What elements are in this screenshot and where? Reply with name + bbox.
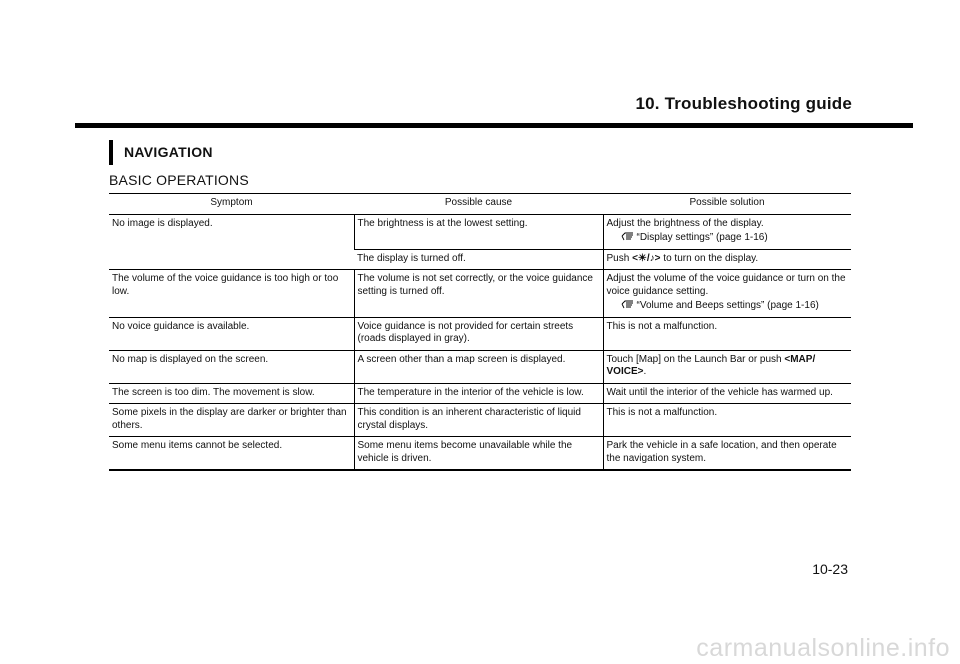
brightness-volume-button-label: <☀/♪>: [632, 252, 661, 264]
column-header-cause: Possible cause: [354, 194, 603, 215]
table-row: [109, 404, 851, 437]
solution-cell: [603, 350, 851, 383]
solution-text: .: [643, 366, 647, 377]
cross-reference: [607, 298, 849, 313]
table-row: [109, 317, 851, 350]
solution-text: Adjust the brightness of the display.: [606, 217, 764, 229]
cause-cell: Some menu items become unavailable while the vehicle is driven.: [354, 437, 603, 471]
table-row: [109, 437, 851, 471]
table-row: [109, 350, 851, 383]
cause-cell: The brightness is at the lowest setting.: [354, 214, 603, 249]
section-marker-bar: [109, 140, 113, 165]
cause-cell: This condition is an inherent characteristic of liquid crystal displays.: [354, 404, 603, 437]
table-row: [109, 270, 851, 318]
reference-hand-icon: [621, 298, 635, 309]
table-row: [109, 214, 851, 249]
map-voice-button-label: <MAP/ VOICE>: [606, 353, 816, 377]
chapter-title: 10. Troubleshooting guide: [635, 94, 852, 113]
cause-cell: A screen other than a map screen is displayed.: [354, 350, 603, 383]
solution-cell: [603, 249, 851, 270]
table-header-row: [109, 194, 851, 215]
column-header-solution: Possible solution: [603, 194, 851, 215]
symptom-cell: The volume of the voice guidance is too high or too low.: [109, 270, 354, 318]
reference-hand-icon: [621, 230, 635, 241]
solution-cell: This is not a malfunction.: [603, 404, 851, 437]
chapter-rule: [75, 123, 913, 128]
cause-cell: Voice guidance is not provided for certain streets (roads displayed in gray).: [354, 317, 603, 350]
cause-cell: The display is turned off.: [354, 249, 603, 270]
solution-text: to turn on the display.: [660, 252, 759, 264]
solution-cell: Wait until the interior of the vehicle has warmed up.: [603, 383, 851, 404]
solution-text: Adjust the volume of the voice guidance or turn on the voice guidance setting.: [606, 273, 846, 297]
cross-reference-text: “Volume and Beeps settings” (page 1-16): [636, 300, 819, 311]
symptom-cell: No image is displayed.: [109, 214, 354, 270]
solution-cell: Park the vehicle in a safe location, and then operate the navigation system.: [603, 437, 851, 471]
symptom-cell: Some pixels in the display are darker or brighter than others.: [109, 404, 354, 437]
solution-text: Touch [Map] on the Launch Bar or push: [606, 353, 785, 365]
solution-cell: [603, 214, 851, 249]
cause-cell: The temperature in the interior of the vehicle is low.: [354, 383, 603, 404]
symptom-cell: Some menu items cannot be selected.: [109, 437, 354, 471]
cross-reference-text: “Display settings” (page 1-16): [636, 232, 768, 243]
symptom-cell: The screen is too dim. The movement is slow.: [109, 383, 354, 404]
table-row: [109, 383, 851, 404]
symptom-cell: No map is displayed on the screen.: [109, 350, 354, 383]
subsection-heading: BASIC OPERATIONS: [109, 172, 249, 188]
solution-text: Push: [606, 252, 633, 264]
troubleshooting-table: [109, 193, 851, 471]
page-number: 10-23: [812, 561, 848, 577]
symptom-cell: No voice guidance is available.: [109, 317, 354, 350]
solution-cell: [603, 270, 851, 318]
cross-reference: [607, 230, 849, 245]
watermark: carmanualsonline.info: [696, 634, 950, 662]
section-heading: NAVIGATION: [124, 144, 213, 160]
column-header-symptom: Symptom: [109, 194, 354, 215]
cause-cell: The volume is not set correctly, or the voice guidance setting is turned off.: [354, 270, 603, 318]
solution-cell: This is not a malfunction.: [603, 317, 851, 350]
